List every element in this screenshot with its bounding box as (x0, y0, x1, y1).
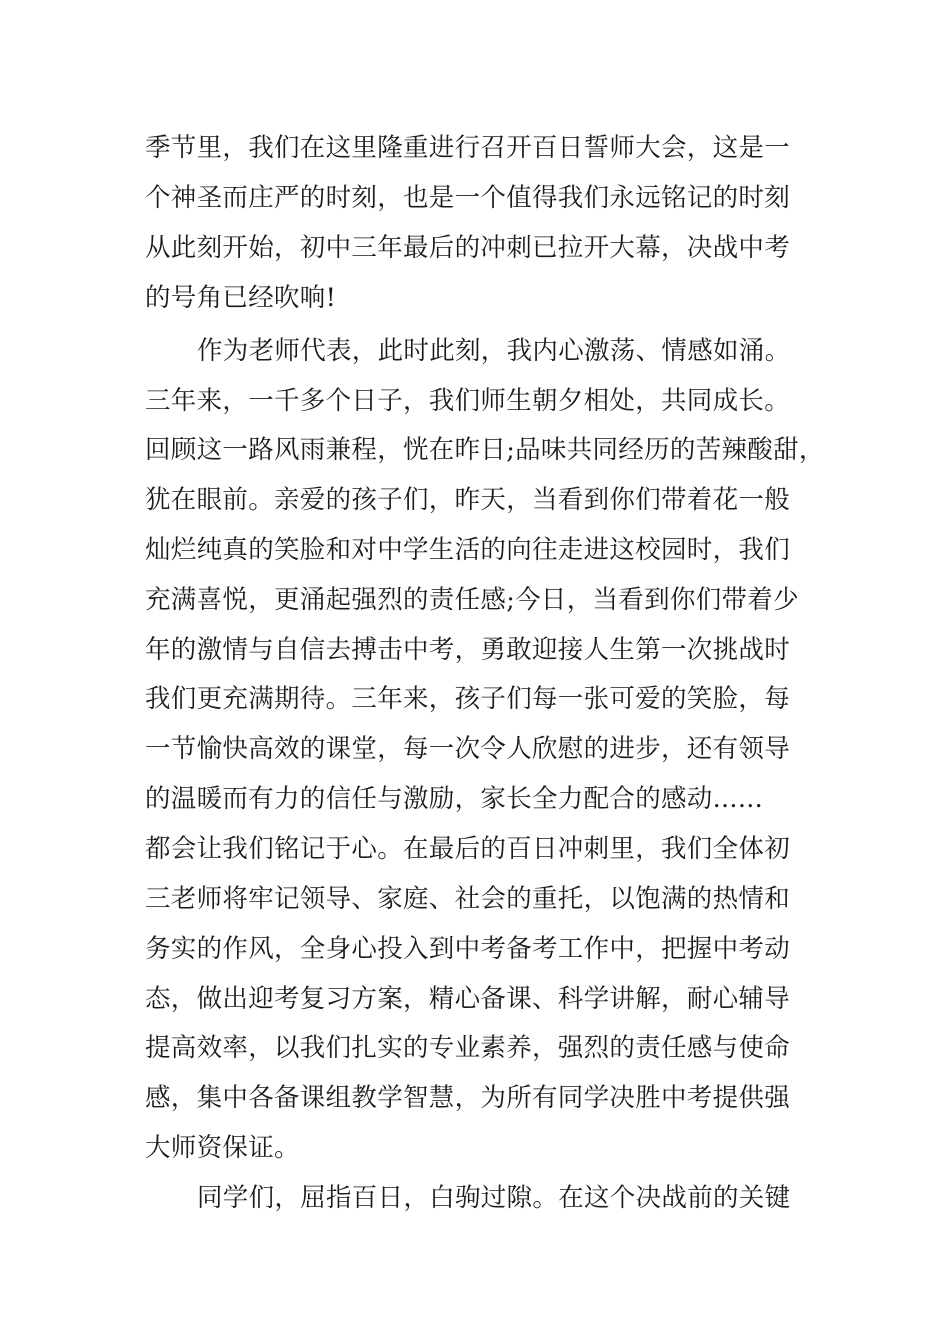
text-line: 我们更充满期待。三年来，孩子们每一张可爱的笑脸，每 (145, 684, 791, 714)
text-line: 回顾这一路风雨兼程，恍在昨日;品味共同经历的苦辣酸甜， (145, 435, 825, 465)
text-line: 个神圣而庄严的时刻，也是一个值得我们永远铭记的时刻 (145, 183, 791, 213)
text-line: 充满喜悦，更涌起强烈的责任感;今日，当看到你们带着少 (145, 585, 799, 615)
text-line: 都会让我们铭记于心。在最后的百日冲刺里，我们全体初 (145, 834, 791, 864)
text-line: 灿烂纯真的笑脸和对中学生活的向往走进这校园时，我们 (145, 535, 791, 565)
text-line: 大师资保证。 (145, 1133, 300, 1163)
text-line: 三年来，一千多个日子，我们师生朝夕相处，共同成长。 (145, 386, 791, 416)
text-line: 的温暖而有力的信任与激励，家长全力配合的感动...... (145, 784, 764, 814)
text-line: 从此刻开始，初中三年最后的冲刺已拉开大幕，决战中考 (145, 233, 791, 263)
text-line: 的号角已经吹响! (145, 283, 337, 313)
text-line: 务实的作风，全身心投入到中考备考工作中，把握中考动 (145, 934, 791, 964)
paragraph-first-line: 作为老师代表，此时此刻，我内心激荡、情感如涌。 (197, 336, 791, 366)
text-line: 季节里，我们在这里隆重进行召开百日誓师大会，这是一 (145, 133, 791, 163)
text-line: 三老师将牢记领导、家庭、社会的重托，以饱满的热情和 (145, 884, 791, 914)
text-line: 年的激情与自信去搏击中考，勇敢迎接人生第一次挑战时 (145, 635, 791, 665)
paragraph-first-line: 同学们，屈指百日，白驹过隙。在这个决战前的关键 (197, 1183, 791, 1213)
text-line: 犹在眼前。亲爱的孩子们，昨天，当看到你们带着花一般 (145, 485, 791, 515)
text-line: 感，集中各备课组教学智慧，为所有同学决胜中考提供强 (145, 1083, 791, 1113)
text-line: 态，做出迎考复习方案，精心备课、科学讲解，耐心辅导 (145, 984, 791, 1014)
text-line: 提高效率，以我们扎实的专业素养，强烈的责任感与使命 (145, 1033, 791, 1063)
text-line: 一节愉快高效的课堂，每一次令人欣慰的进步，还有领导 (145, 734, 791, 764)
